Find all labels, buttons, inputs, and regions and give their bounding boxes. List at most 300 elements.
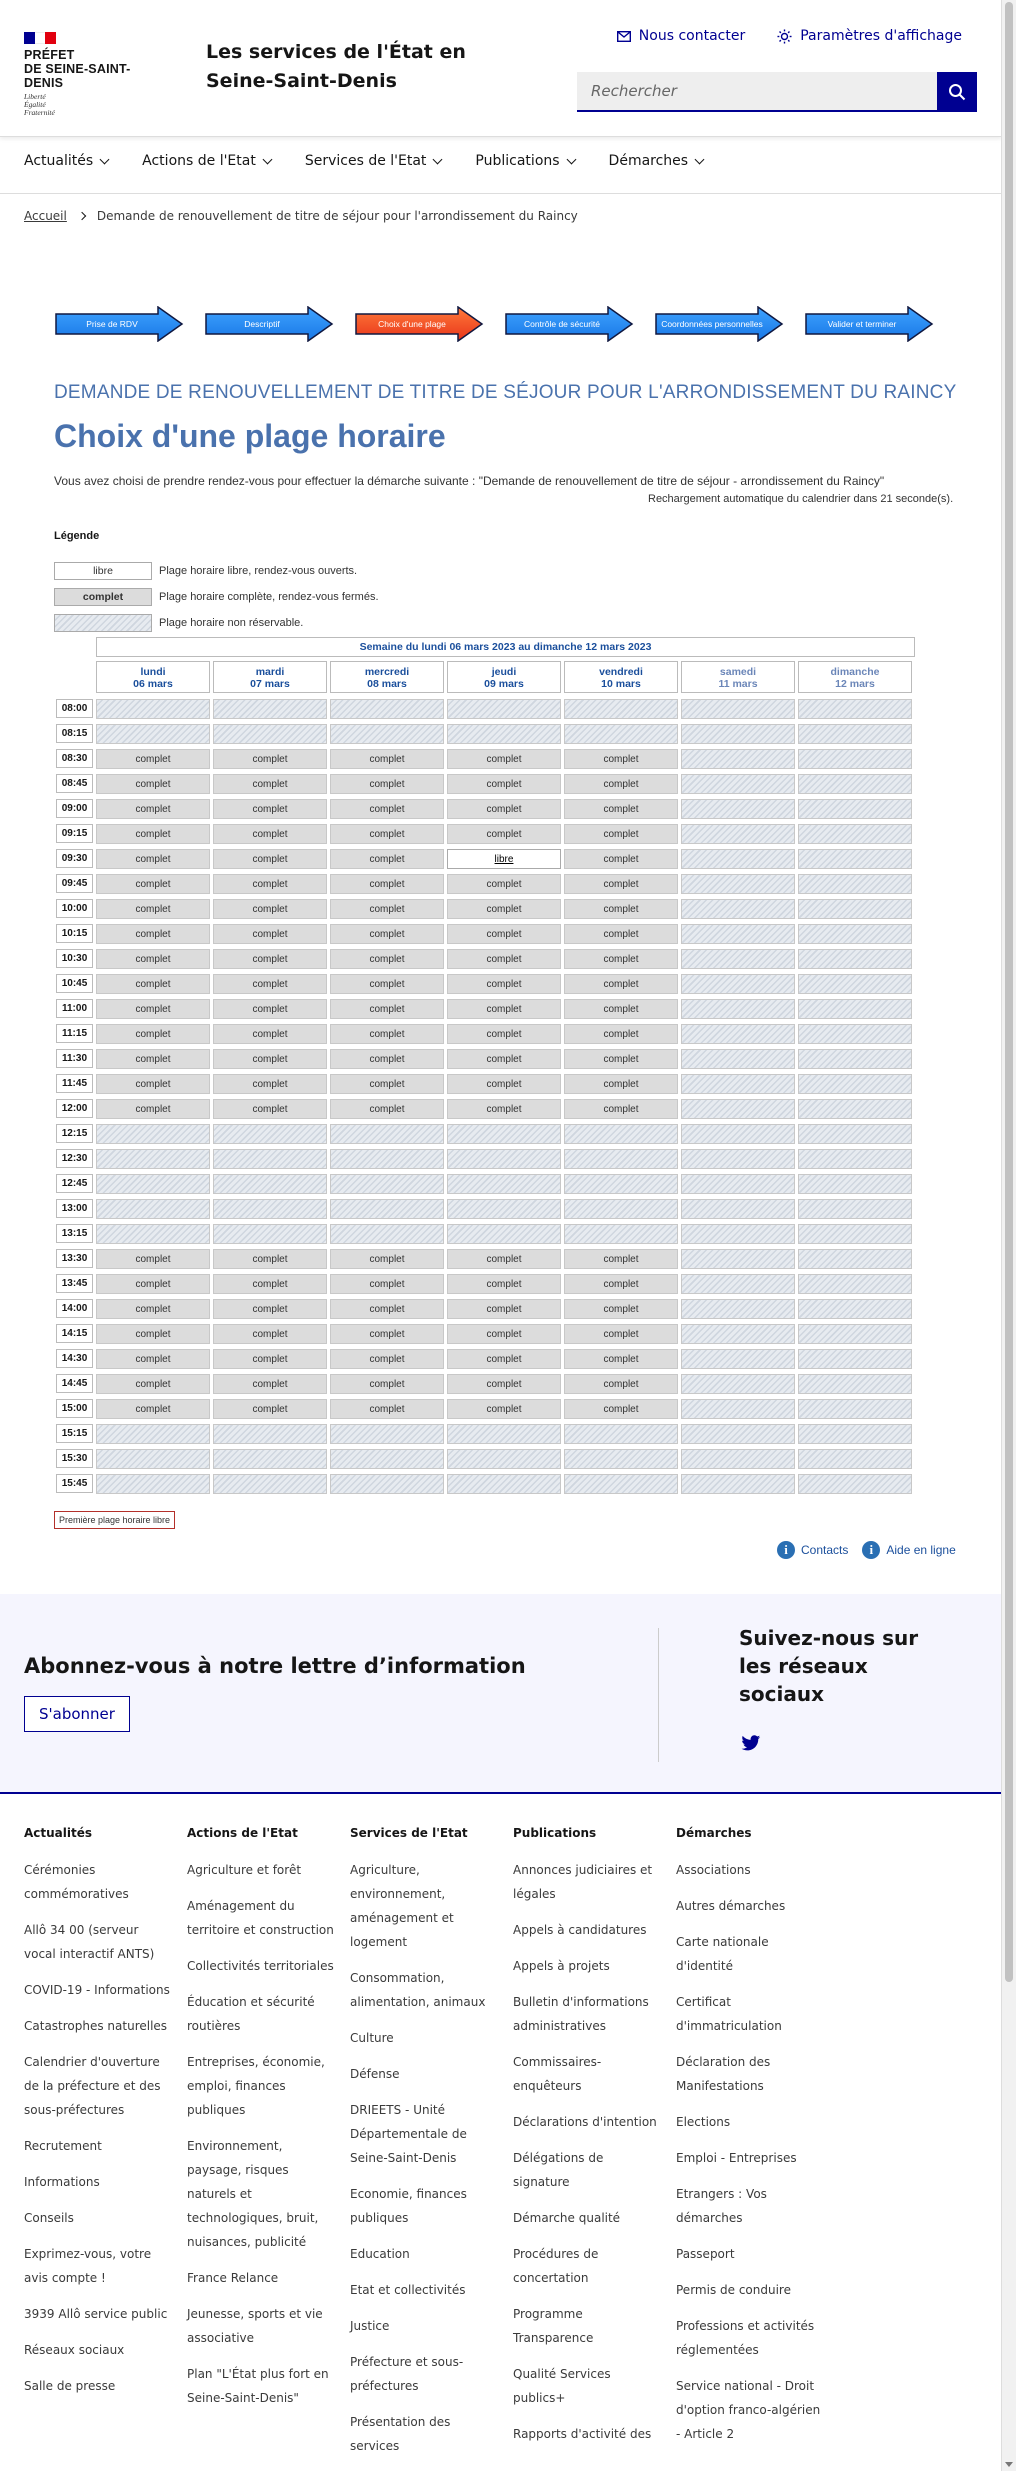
full-slot: complet [213,824,327,844]
full-slot: complet [330,899,444,919]
footer-link[interactable]: Catastrophes naturelles [24,2019,168,2033]
day-header [681,661,795,693]
unavailable-slot [447,1174,561,1194]
unavailable-slot [681,1274,795,1294]
full-slot: complet [330,999,444,1019]
footer-link[interactable]: Commissaires-enquêteurs [513,2055,602,2093]
display-settings-button[interactable] [777,28,962,44]
day-date: 09 mars [484,678,524,690]
unavailable-slot [681,849,795,869]
unavailable-slot [681,899,795,919]
unavailable-slot [330,1474,444,1494]
full-slot: complet [96,1049,210,1069]
time-label: 12:00 [56,1099,93,1118]
nav-label: Actions de l'Etat [142,153,256,169]
full-slot: complet [447,899,561,919]
time-label: 10:15 [56,924,93,943]
step-5 [654,306,784,342]
full-slot: complet [213,1274,327,1294]
site-header [0,0,1002,137]
full-slot: complet [330,949,444,969]
header-tools [617,28,962,44]
footer-link[interactable]: Réseaux sociaux [24,2343,125,2357]
unavailable-slot [681,1174,795,1194]
footer-link[interactable]: Plan "L'État plus fort en Seine-Saint-Denis" [187,2367,329,2405]
full-slot: complet [96,749,210,769]
info-icon: i [777,1541,795,1559]
full-slot: complet [447,874,561,894]
full-slot: complet [564,899,678,919]
motto-liberte: Liberté [24,92,46,101]
full-slot: complet [213,799,327,819]
full-slot: complet [96,974,210,994]
unavailable-slot [681,1124,795,1144]
footer-link[interactable]: Défense [350,2067,400,2081]
footer-link[interactable]: Education [350,2247,410,2261]
full-slot: complet [447,749,561,769]
full-slot: complet [96,924,210,944]
footer-column [350,1826,500,2470]
unavailable-slot [564,1174,678,1194]
nav-item-actions[interactable] [142,153,271,169]
first-free-slot-button[interactable]: Première plage horaire libre [54,1511,175,1529]
full-slot: complet [564,1049,678,1069]
logo-title-line1: PRÉFET [24,48,75,62]
legend-free [54,562,357,580]
time-label: 15:45 [56,1474,93,1493]
full-slot: complet [447,999,561,1019]
sun-icon [777,29,792,44]
unavailable-slot [96,1424,210,1444]
day-name: vendredi [599,666,643,678]
unavailable-slot [681,1399,795,1419]
unavailable-slot [447,1124,561,1144]
nav-label: Démarches [608,153,689,169]
footer-column-title: Démarches [676,1826,752,1840]
footer-link[interactable]: Service national - Droit d'option franco-algérien - Article 2 [676,2379,821,2441]
footer-link[interactable]: Exprimez-vous, votre avis compte ! [24,2247,152,2285]
logo-title [24,48,164,90]
prefecture-logo[interactable] [24,32,164,117]
unavailable-slot [798,1149,912,1169]
full-slot: complet [564,1249,678,1269]
footer-column [513,1826,663,2458]
footer-link[interactable]: Certificat d'immatriculation [676,1995,782,2033]
marianne-flag-icon [24,32,56,44]
unavailable-slot [681,1374,795,1394]
unavailable-slot [96,1449,210,1469]
unavailable-slot [798,1024,912,1044]
site-footer [0,1792,1002,2473]
day-header [213,661,327,693]
unavailable-slot [798,899,912,919]
unavailable-slot [681,1199,795,1219]
unavailable-slot [564,1474,678,1494]
footer-link[interactable]: Bulletin d'informations administratives [513,1995,649,2033]
time-label: 09:00 [56,799,93,818]
day-name: samedi [719,666,757,678]
breadcrumb-current: Demande de renouvellement de titre de séjour pour l'arrondissement du Raincy [96,209,578,223]
full-slot: complet [564,1399,678,1419]
twitter-icon [741,1735,761,1752]
full-slot: complet [96,899,210,919]
footer-link[interactable]: Appels à candidatures [513,1923,647,1937]
full-slot: complet [564,1374,678,1394]
full-slot: complet [96,1374,210,1394]
unavailable-slot [798,874,912,894]
full-slot: complet [447,924,561,944]
footer-link[interactable]: France Relance [187,2271,279,2285]
footer-link[interactable]: Déclarations d'intention [513,2115,657,2129]
footer-link[interactable]: Carte nationale d'identité [676,1935,769,1973]
full-slot: complet [564,749,678,769]
step-3 [354,306,484,342]
unavailable-slot [564,1424,678,1444]
time-label: 08:15 [56,724,93,743]
nav-label: Actualités [24,153,94,169]
unavailable-slot [681,1249,795,1269]
full-slot: complet [564,874,678,894]
unavailable-slot [798,1224,912,1244]
unavailable-slot [798,1249,912,1269]
unavailable-slot [447,724,561,744]
legend-title: Légende [54,530,100,542]
footer-link[interactable]: Délégations de signature [513,2151,604,2189]
footer-link[interactable]: Cérémonies commémoratives [24,1863,129,1901]
full-slot: complet [447,774,561,794]
unavailable-slot [681,874,795,894]
unavailable-slot [564,1124,678,1144]
full-slot: complet [213,949,327,969]
footer-link[interactable]: Etrangers : Vos démarches [676,2187,767,2225]
online-help-link[interactable] [862,1541,955,1559]
legend-na-box [54,614,152,632]
step-label: Valider et terminer [827,319,897,329]
unavailable-slot [330,1124,444,1144]
scroll-down-arrow[interactable] [1005,2462,1013,2467]
unavailable-slot [681,799,795,819]
full-slot: complet [96,1349,210,1369]
unavailable-slot [681,824,795,844]
motto-fraternite: Fraternité [24,108,55,117]
footer-link[interactable]: COVID-19 - Informations [24,1983,170,1997]
footer-link[interactable]: Procédures de concertation [513,2247,599,2285]
unavailable-slot [213,1174,327,1194]
legend-full-text: Plage horaire complète, rendez-vous fermés. [159,591,379,603]
scrollbar[interactable] [1001,0,1016,2471]
footer-link[interactable]: 3939 Allô service public [24,2307,168,2321]
unavailable-slot [681,1474,795,1494]
full-slot: complet [564,1024,678,1044]
footer-link[interactable]: Professions et activités réglementées [676,2319,815,2357]
footer-link[interactable]: Calendrier d'ouverture de la préfecture et des sous-préfectures [24,2055,161,2117]
contact-link[interactable] [617,28,745,44]
footer-link[interactable]: Informations [24,2175,100,2189]
twitter-link[interactable] [741,1735,761,1756]
footer-link[interactable]: DRIEETS - Unité Départementale de Seine-Saint-Denis [350,2103,467,2165]
day-date: 07 mars [250,678,290,690]
footer-link[interactable]: Déclaration des Manifestations [676,2055,771,2093]
footer-link[interactable]: Justice [350,2319,390,2333]
full-slot: complet [330,1299,444,1319]
free-slot-label: libre [494,853,514,865]
unavailable-slot [681,1424,795,1444]
footer-link[interactable]: Emploi - Entreprises [676,2151,797,2165]
unavailable-slot [447,1474,561,1494]
breadcrumb-home[interactable]: Accueil [24,209,67,223]
step-label: Prise de RDV [86,319,138,329]
nav-item-demarches[interactable] [609,153,704,169]
unavailable-slot [213,1149,327,1169]
full-slot: complet [330,799,444,819]
full-slot: complet [96,1299,210,1319]
unavailable-slot [681,1049,795,1069]
full-slot: complet [330,1349,444,1369]
time-label: 11:00 [56,999,93,1018]
unavailable-slot [564,699,678,719]
footer-link[interactable]: Agriculture, environnement, aménagement et logement [350,1863,454,1949]
footer-link[interactable]: Consommation, alimentation, animaux [350,1971,486,2009]
full-slot: complet [213,1349,327,1369]
full-slot: complet [96,949,210,969]
footer-link[interactable]: Autres démarches [676,1899,786,1913]
unavailable-slot [798,1074,912,1094]
unavailable-slot [564,1449,678,1469]
unavailable-slot [447,1224,561,1244]
time-label: 13:00 [56,1199,93,1218]
footer-link[interactable]: Recrutement [24,2139,102,2153]
unavailable-slot [798,1374,912,1394]
unavailable-slot [564,1224,678,1244]
free-slot[interactable] [447,849,561,869]
full-slot: complet [213,924,327,944]
info-icon: i [862,1541,880,1559]
search-button[interactable] [937,72,977,112]
nav-item-actualites[interactable] [24,153,108,169]
progress-steps [54,306,934,342]
scrollbar-thumb[interactable] [1005,2,1013,1982]
full-slot: complet [564,774,678,794]
full-slot: complet [447,1024,561,1044]
unavailable-slot [96,699,210,719]
full-slot: complet [96,849,210,869]
full-slot: complet [213,1049,327,1069]
day-date: 10 mars [601,678,641,690]
footer-link[interactable]: Passeport [676,2247,735,2261]
nav-label: Publications [475,153,560,169]
full-slot: complet [213,1299,327,1319]
full-slot: complet [213,749,327,769]
unavailable-slot [798,774,912,794]
footer-link[interactable]: Annonces judiciaires et légales [513,1863,653,1901]
footer-link[interactable]: Présentation des services [350,2415,451,2453]
unavailable-slot [447,1199,561,1219]
unavailable-slot [798,1199,912,1219]
full-slot: complet [447,974,561,994]
unavailable-slot [213,1199,327,1219]
unavailable-slot [213,699,327,719]
full-slot: complet [564,924,678,944]
unavailable-slot [798,1474,912,1494]
day-date: 11 mars [718,678,758,690]
chevron-down-icon [100,154,110,164]
time-label: 10:30 [56,949,93,968]
footer-link[interactable]: Rapports d'activité des [513,2427,652,2441]
full-slot: complet [447,1324,561,1344]
day-date: 12 mars [835,678,875,690]
full-slot: complet [447,1349,561,1369]
time-label: 08:30 [56,749,93,768]
full-slot: complet [447,824,561,844]
chevron-down-icon [262,154,272,164]
unavailable-slot [96,1124,210,1144]
day-header [447,661,561,693]
footer-link[interactable]: Permis de conduire [676,2283,791,2297]
subscribe-button[interactable]: S'abonner [24,1696,130,1732]
full-slot: complet [564,1349,678,1369]
footer-link[interactable]: Culture [350,2031,394,2045]
footer-column [676,1826,826,2458]
footer-link[interactable]: Salle de presse [24,2379,116,2393]
intro-text: Vous avez choisi de prendre rendez-vous pour effectuer la démarche suivante : "Demande de renouvellement de titre de séjour - arrondissement du Raincy" [54,474,885,488]
unavailable-slot [213,1224,327,1244]
nav-item-services[interactable] [305,153,442,169]
nav-label: Services de l'Etat [304,153,427,169]
footer-link[interactable]: Collectivités territoriales [187,1959,334,1973]
full-slot: complet [564,1324,678,1344]
unavailable-slot [213,1124,327,1144]
time-label: 14:15 [56,1324,93,1343]
full-slot: complet [564,1274,678,1294]
step-2 [204,306,334,342]
full-slot: complet [564,799,678,819]
full-slot: complet [330,1074,444,1094]
time-label: 10:00 [56,899,93,918]
footer-link[interactable]: Programme Transparence [513,2307,594,2345]
reload-countdown: Rechargement automatique du calendrier dans 21 seconde(s). [648,493,954,505]
unavailable-slot [681,1349,795,1369]
unavailable-slot [798,1449,912,1469]
footer-link[interactable]: Qualité Services publics+ [513,2367,611,2405]
breadcrumb [24,209,578,223]
full-slot: complet [447,949,561,969]
footer-link[interactable]: Elections [676,2115,731,2129]
footer-link[interactable]: Préfecture et sous-préfectures [350,2355,464,2393]
step-label: Descriptif [244,319,280,329]
unavailable-slot [798,849,912,869]
unavailable-slot [96,1224,210,1244]
search-icon [948,83,966,101]
full-slot: complet [330,1274,444,1294]
full-slot: complet [96,1249,210,1269]
help-links [777,1541,956,1559]
search-input[interactable]: Rechercher [577,72,937,112]
unavailable-slot [798,1099,912,1119]
unavailable-slot [330,1174,444,1194]
step-label: Choix d'une plage [378,319,446,329]
footer-link[interactable]: Éducation et sécurité routières [187,1995,315,2033]
divider [658,1628,659,1762]
footer-link[interactable]: Jeunesse, sports et vie associative [187,2307,323,2345]
unavailable-slot [96,724,210,744]
nav-item-publications[interactable] [475,153,574,169]
time-label: 08:00 [56,699,93,718]
full-slot: complet [447,1249,561,1269]
full-slot: complet [96,1274,210,1294]
unavailable-slot [681,749,795,769]
search-bar [577,72,977,112]
unavailable-slot [798,724,912,744]
procedure-title: DEMANDE DE RENOUVELLEMENT DE TITRE DE SÉJOUR POUR L'ARRONDISSEMENT DU RAINCY [54,382,957,403]
social-title: Suivez-nous sur les réseaux sociaux [739,1626,919,1706]
full-slot: complet [96,874,210,894]
unavailable-slot [330,1424,444,1444]
time-label: 13:15 [56,1224,93,1243]
footer-link[interactable]: Environnement, paysage, risques naturels et technologiques, bruit, nuisances, publicité [187,2139,319,2249]
footer-link[interactable]: Etat et collectivités [350,2283,466,2297]
full-slot: complet [213,974,327,994]
unavailable-slot [330,1449,444,1469]
contacts-link[interactable] [777,1541,848,1559]
site-name[interactable]: Les services de l'État en Seine-Saint-Denis [206,41,466,92]
unavailable-slot [798,1349,912,1369]
footer-link[interactable]: Associations [676,1863,751,1877]
footer-link[interactable]: Démarche qualité [513,2211,621,2225]
unavailable-slot [681,974,795,994]
footer-link[interactable]: Aménagement du territoire et construction [187,1899,334,1937]
footer-link[interactable]: Conseils [24,2211,74,2225]
full-slot: complet [447,799,561,819]
full-slot: complet [447,1274,561,1294]
contacts-label: Contacts [801,1543,849,1557]
unavailable-slot [681,999,795,1019]
chevron-right-icon [78,212,86,220]
legend-free-box: libre [54,562,152,580]
full-slot: complet [330,924,444,944]
footer-link[interactable]: Appels à projets [513,1959,610,1973]
time-label: 12:45 [56,1174,93,1193]
footer-link[interactable]: Entreprises, économie, emploi, finances publiques [187,2055,325,2117]
full-slot: complet [213,1024,327,1044]
unavailable-slot [213,1474,327,1494]
time-label: 08:45 [56,774,93,793]
footer-link[interactable]: Economie, finances publiques [350,2187,467,2225]
unavailable-slot [681,724,795,744]
unavailable-slot [681,924,795,944]
full-slot: complet [213,849,327,869]
week-title: Semaine du lundi 06 mars 2023 au dimanche 12 mars 2023 [96,637,915,657]
day-name: mardi [255,666,285,678]
full-slot: complet [96,774,210,794]
day-name: lundi [140,666,166,678]
footer-column-title: Actions de l'Etat [187,1826,298,1840]
footer-link[interactable]: Agriculture et forêt [187,1863,302,1877]
unavailable-slot [330,1199,444,1219]
full-slot: complet [564,999,678,1019]
footer-link[interactable]: Allô 34 00 (serveur vocal interactif ANTS) [24,1923,155,1961]
unavailable-slot [798,1324,912,1344]
full-slot: complet [330,1099,444,1119]
unavailable-slot [564,724,678,744]
step-6 [804,306,934,342]
unavailable-slot [798,1124,912,1144]
display-settings-label: Paramètres d'affichage [800,28,962,44]
unavailable-slot [798,749,912,769]
full-slot: complet [96,1024,210,1044]
time-label: 09:30 [56,849,93,868]
unavailable-slot [681,1099,795,1119]
full-slot: complet [330,1374,444,1394]
